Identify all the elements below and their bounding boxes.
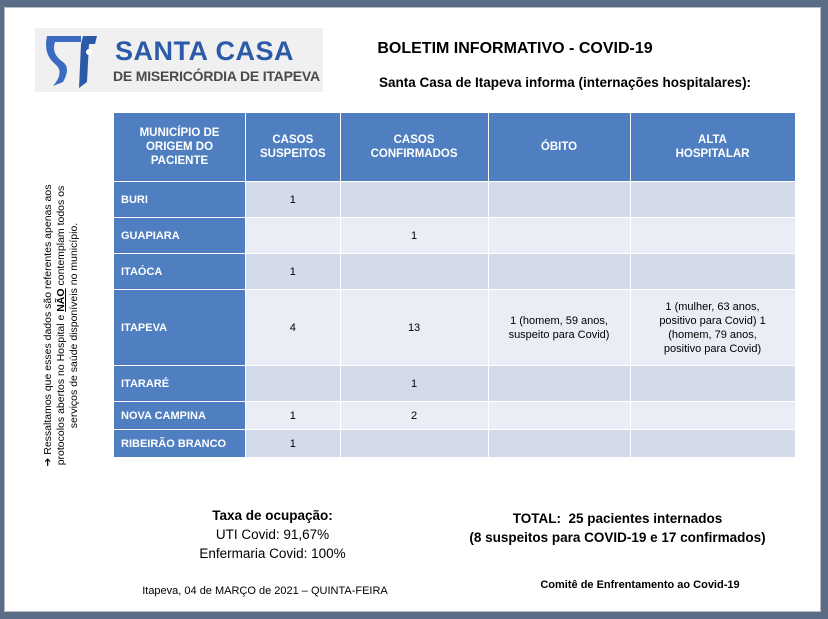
table-row xyxy=(114,254,795,289)
cell-suspeitos: 1 xyxy=(246,430,340,457)
cell-alta xyxy=(631,218,795,253)
header-alta: ALTA HOSPITALAR xyxy=(631,113,795,181)
table-row xyxy=(114,182,795,217)
table-row xyxy=(114,430,795,457)
cell-alta xyxy=(631,254,795,289)
cell-municipio: BURI xyxy=(114,182,245,217)
cell-obito xyxy=(489,182,630,217)
occupancy-block xyxy=(175,506,370,563)
header-confirmados: CASOS CONFIRMADOS xyxy=(341,113,488,181)
occupancy-title: Taxa de ocupação: xyxy=(212,508,333,523)
footer-committee: Comitê de Enfrentamento ao Covid-19 xyxy=(540,579,740,591)
occupancy-uti: UTI Covid: 91,67% xyxy=(215,527,330,542)
cell-confirmados: 2 xyxy=(341,402,488,429)
cell-suspeitos: 1 xyxy=(246,402,340,429)
cell-confirmados: 1 xyxy=(341,366,488,401)
cell-municipio: ITAPEVA xyxy=(114,290,245,365)
table-row xyxy=(114,290,795,365)
cell-confirmados: 1 xyxy=(341,218,488,253)
cell-obito xyxy=(489,402,630,429)
cell-municipio: NOVA CAMPINA xyxy=(114,402,245,429)
logo-title: SANTA CASA xyxy=(115,36,294,66)
cell-obito xyxy=(489,366,630,401)
cell-obito xyxy=(489,254,630,289)
cell-alta: 1 (mulher, 63 anos, positivo para Covid) 1 (homem, 79 anos, positivo para Covid) xyxy=(631,290,795,365)
bulletin-subtitle: Santa Casa de Itapeva informa (internações hospitalares): xyxy=(378,75,752,90)
table-row xyxy=(114,218,795,253)
cell-municipio: ITAÓCA xyxy=(114,254,245,289)
table-header-row xyxy=(114,113,795,181)
side-note-part1: ➔ Ressaltamos que esses dados são referentes apenas aos protocolos abertos no Hospital e xyxy=(42,184,67,467)
bulletin-title: BOLETIM INFORMATIVO - COVID-19 xyxy=(377,40,653,57)
cell-alta xyxy=(631,402,795,429)
cases-table xyxy=(113,112,796,458)
cell-alta xyxy=(631,182,795,217)
cell-municipio: ITARARÉ xyxy=(114,366,245,401)
cell-suspeitos: 1 xyxy=(246,254,340,289)
total-line-1: TOTAL: 25 pacientes internados xyxy=(512,511,723,526)
logo-subtitle: DE MISERICÓRDIA DE ITAPEVA xyxy=(113,68,320,84)
side-disclaimer xyxy=(42,178,108,473)
cell-suspeitos: 1 xyxy=(246,182,340,217)
header-municipio: MUNICÍPIO DE ORIGEM DO PACIENTE xyxy=(114,113,245,181)
side-note-part2: contemplam todos os serviços de saúde disponíveis no município. xyxy=(55,185,80,429)
santa-casa-logo-icon xyxy=(41,32,101,90)
cell-obito xyxy=(489,430,630,457)
cell-confirmados: 13 xyxy=(341,290,488,365)
total-block xyxy=(445,509,790,547)
cell-suspeitos xyxy=(246,218,340,253)
bulletin-sheet xyxy=(4,7,821,612)
table-row xyxy=(114,366,795,401)
cell-obito xyxy=(489,218,630,253)
side-note-emphasis: NÃO xyxy=(55,288,67,312)
cell-suspeitos xyxy=(246,366,340,401)
table-row xyxy=(114,402,795,429)
cell-confirmados xyxy=(341,254,488,289)
cell-alta xyxy=(631,430,795,457)
cell-confirmados xyxy=(341,182,488,217)
total-line-2: (8 suspeitos para COVID-19 e 17 confirmados) xyxy=(469,530,766,545)
cell-alta xyxy=(631,366,795,401)
cell-municipio: GUAPIARA xyxy=(114,218,245,253)
cell-confirmados xyxy=(341,430,488,457)
header-suspeitos: CASOS SUSPEITOS xyxy=(246,113,340,181)
cell-municipio: RIBEIRÃO BRANCO xyxy=(114,430,245,457)
occupancy-enfermaria: Enfermaria Covid: 100% xyxy=(199,546,346,561)
footer-date: Itapeva, 04 de MARÇO de 2021 – QUINTA-FEIRA xyxy=(142,585,388,597)
cell-obito: 1 (homem, 59 anos, suspeito para Covid) xyxy=(489,290,630,365)
cell-suspeitos: 4 xyxy=(246,290,340,365)
hospital-logo xyxy=(35,28,323,92)
header-obito: ÓBITO xyxy=(489,113,630,181)
